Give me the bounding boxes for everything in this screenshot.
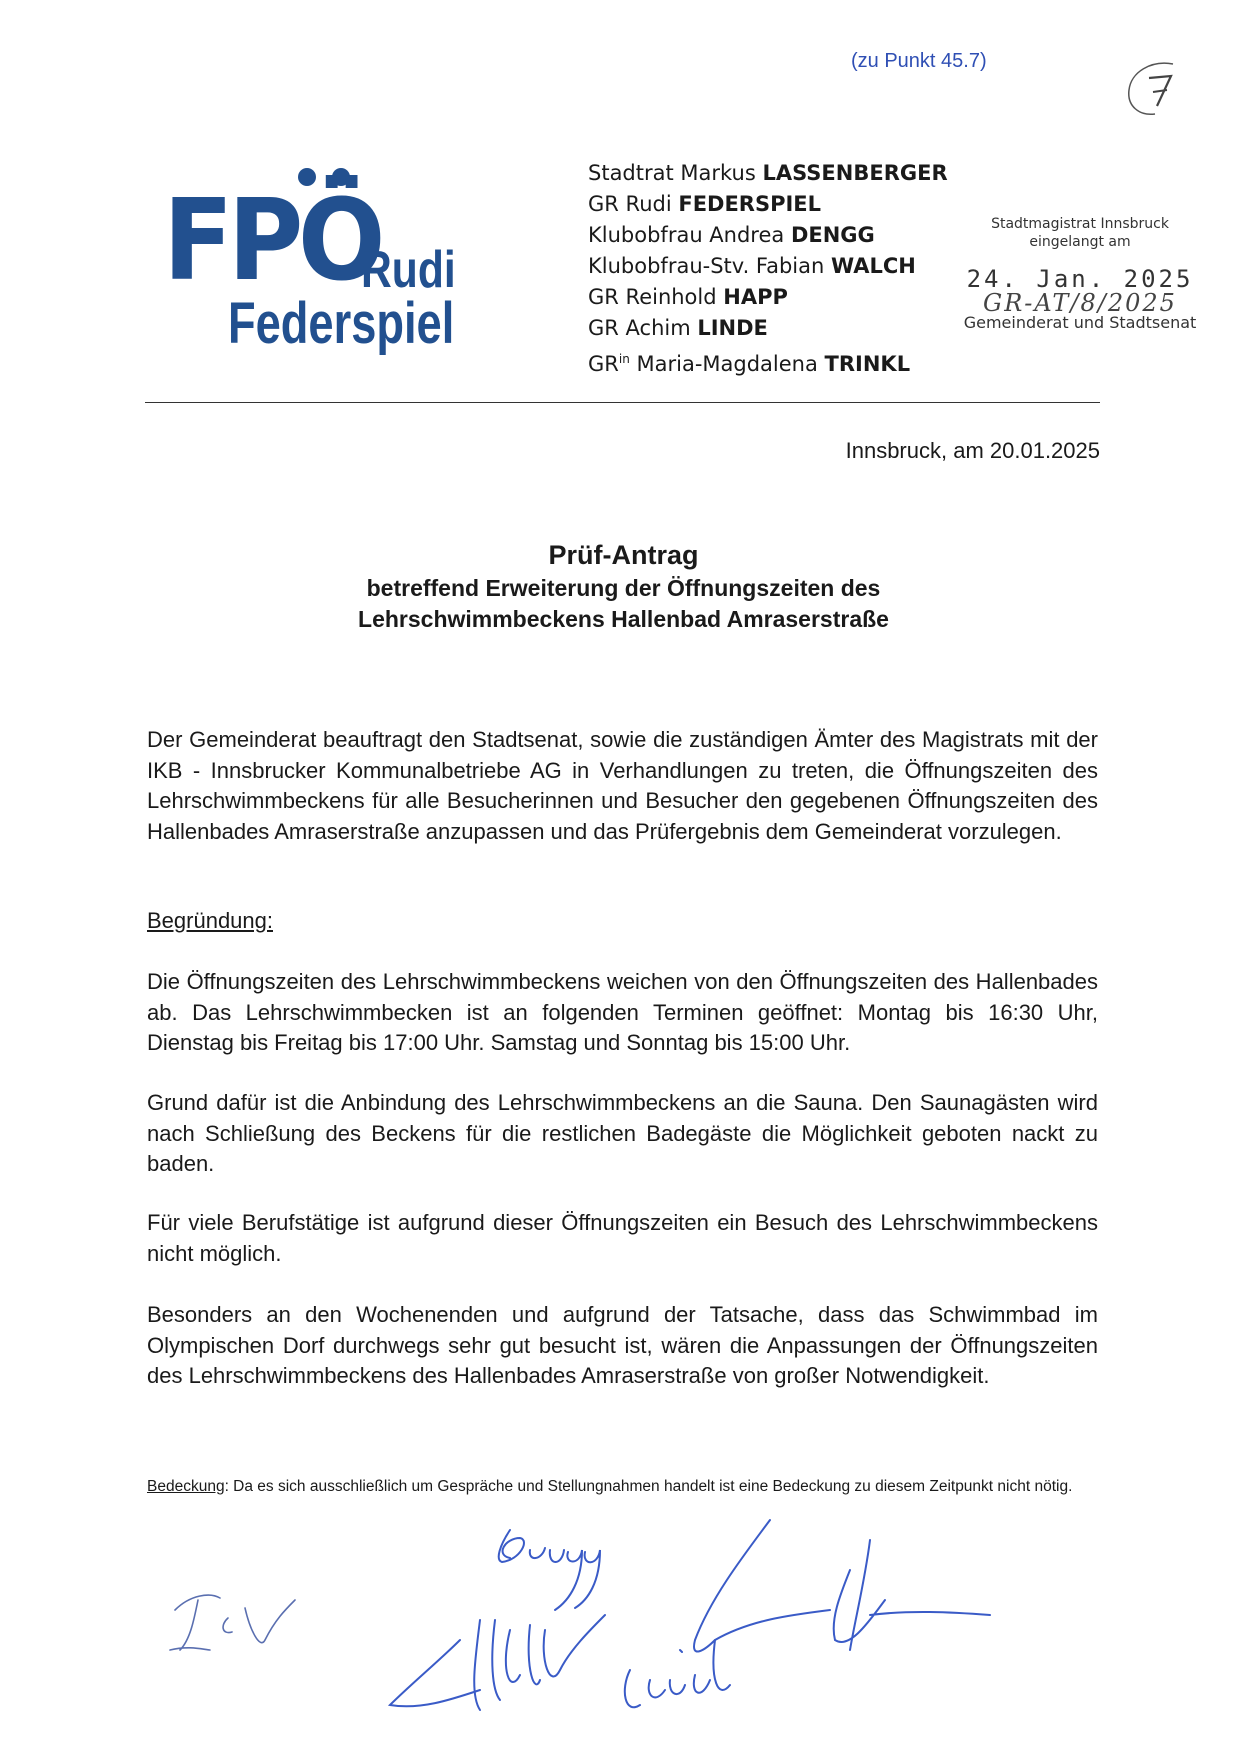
paragraph-sauna: Grund dafür ist die Anbindung des Lehrschwimmbeckens an die Sauna. Den Saunagästen wird nach Schließung des Beckens für die restlichen Badegäste die Möglichkeit geboten nackt zu baden. bbox=[147, 1090, 1098, 1176]
signer-line: Klubobfrau Andrea DENGG bbox=[588, 223, 875, 247]
signer-line: Klubobfrau-Stv. Fabian WALCH bbox=[588, 254, 916, 278]
coverage-label: Bedeckung bbox=[147, 1478, 225, 1495]
party-logo bbox=[163, 160, 483, 370]
signature-5 bbox=[625, 1640, 730, 1707]
reason-heading: Begründung: bbox=[147, 908, 273, 933]
signers-list bbox=[588, 158, 948, 380]
header-divider bbox=[145, 402, 1100, 403]
signer-line: GR Rudi FEDERSPIEL bbox=[588, 192, 822, 216]
logo-last-name: Federspiel bbox=[228, 291, 455, 356]
receipt-stamp bbox=[960, 215, 1200, 332]
logo-main-text: FPÖ bbox=[163, 176, 380, 306]
signature-1 bbox=[170, 1595, 295, 1650]
stamp-received: eingelangt am bbox=[1029, 234, 1131, 250]
coverage-text: : Da es sich ausschließlich um Gespräche und Stellungnahmen handelt ist eine Bedeckung zu diesem Zeitpunkt nicht nötig. bbox=[224, 1478, 1073, 1495]
signer-line: $GR^{in}$ Maria-Magdalena TRINKL bbox=[588, 352, 911, 376]
signer-line: Stadtrat Markus LASSENBERGER bbox=[588, 161, 948, 185]
title-sub-1: betreffend Erweiterung der Öffnungszeiten des bbox=[366, 575, 881, 601]
reference-note: (zu Punkt 45.7) bbox=[851, 50, 987, 72]
stamp-date: 24. Jan. 2025 bbox=[966, 265, 1194, 293]
title-sub-2: Lehrschwimmbeckens Hallenbad Amraserstraße bbox=[358, 606, 889, 632]
paragraph-hours: Die Öffnungszeiten des Lehrschwimmbeckens weichen von den Öffnungszeiten des Hallenbades ab. Das Lehrschwimmbecken ist an folgenden Terminen geöffnet: Montag bis 16:30 Uhr, Dienstag bis Freitag bis 17:00 Uhr. Samstag und Sonntag bis 15:00 Uhr. bbox=[147, 969, 1098, 1055]
handwritten-page-number bbox=[1121, 58, 1191, 120]
paragraph-request: Der Gemeinderat beauftragt den Stadtsenat, sowie die zuständigen Ämter des Magistrats mit der IKB - Innsbrucker Kommunalbetriebe AG in Verhandlungen zu treten, die Öffnungszeiten des Lehrschwimmbeckens für alle Besucherinnen und Besucher den gegebenen Öffnungszeiten des Hallenbades Amraserstraße anzupassen und das Prüfergebnis dem Gemeinderat vorzulegen. bbox=[147, 727, 1098, 844]
paragraph-workers: Für viele Berufstätige ist aufgrund dieser Öffnungszeiten ein Besuch des Lehrschwimmbeckens nicht möglich. bbox=[147, 1210, 1098, 1266]
signer-line: GR Achim LINDE bbox=[588, 316, 768, 340]
signature-6 bbox=[834, 1540, 990, 1650]
signatures bbox=[150, 1500, 1150, 1750]
logo-first-name: Rudi bbox=[361, 241, 456, 299]
title-main: Prüf-Antrag bbox=[548, 540, 699, 570]
stamp-department: Gemeinderat und Stadtsenat bbox=[963, 313, 1197, 332]
paragraph-weekends: Besonders an den Wochenenden und aufgrund der Tatsache, dass das Schwimmbad im Olympischen Dorf durchwegs sehr gut besucht ist, wären die Anpassungen der Öffnungszeiten des Lehrschwimmbeckens des Hallenbades Amraserstraße von großer Notwendigkeit. bbox=[147, 1302, 1098, 1388]
signature-2 bbox=[499, 1530, 600, 1610]
signature-4 bbox=[694, 1520, 830, 1652]
stamp-office: Stadtmagistrat Innsbruck bbox=[991, 216, 1169, 232]
document-title bbox=[0, 537, 1247, 635]
coverage-note bbox=[147, 1477, 1098, 1496]
date-line: Innsbruck, am 20.01.2025 bbox=[845, 438, 1100, 463]
signature-3 bbox=[390, 1615, 605, 1710]
signer-line: GR Reinhold HAPP bbox=[588, 285, 788, 309]
stamp-number: GR-AT/8/2025 bbox=[983, 289, 1177, 317]
